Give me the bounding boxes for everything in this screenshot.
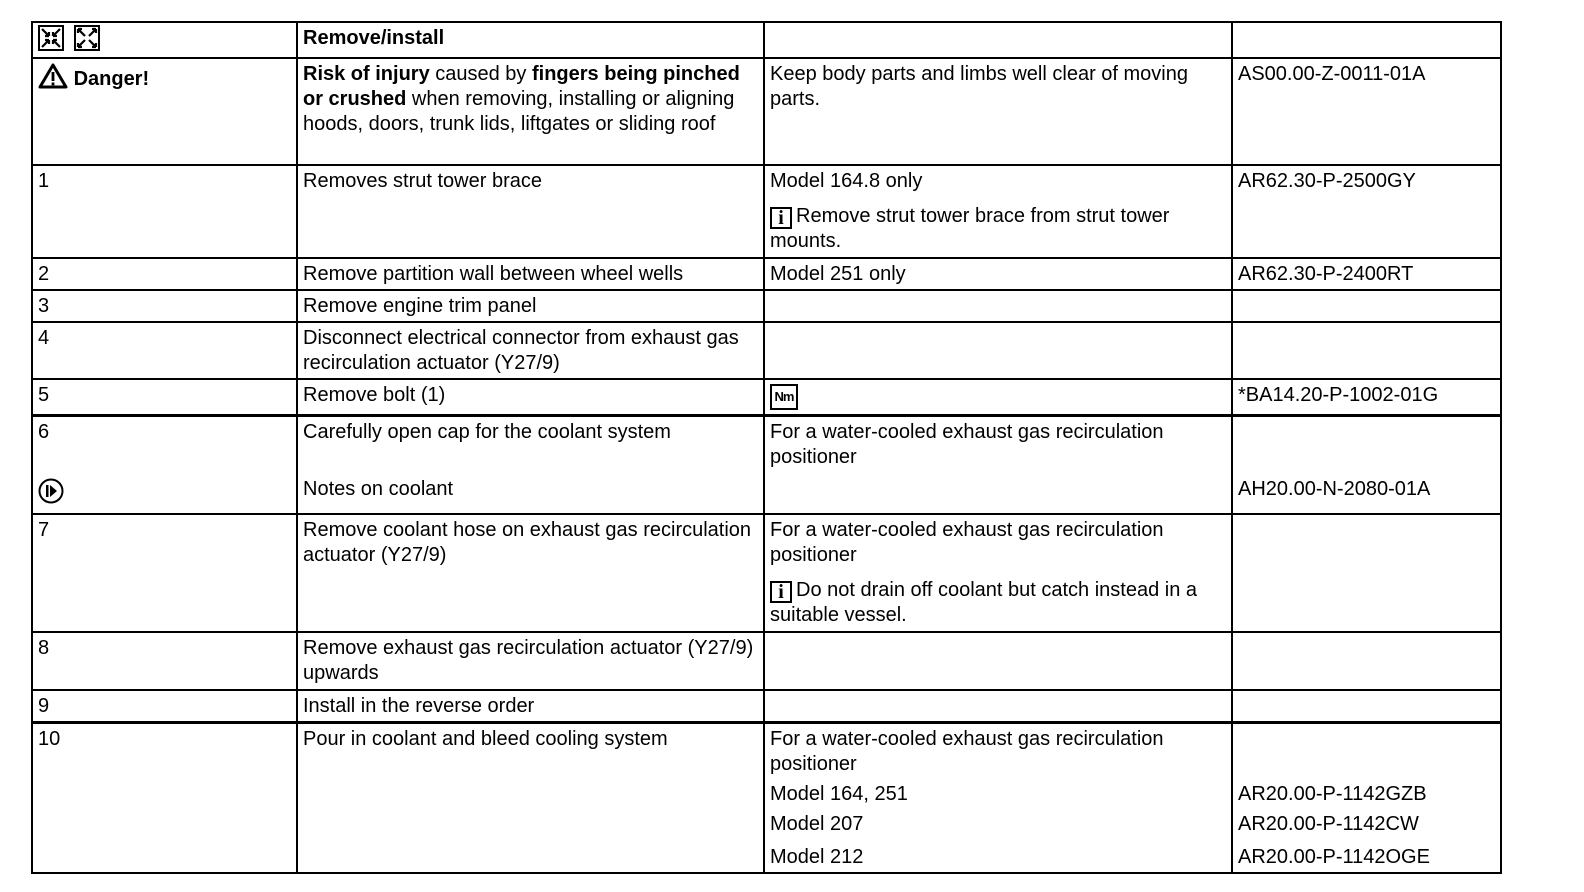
step-note-cell [764,514,1232,632]
step-number: 5 [32,379,297,415]
empty-cell [764,322,1232,379]
step-number-cell [32,415,297,514]
header-icons-cell [32,22,297,58]
step-number: 8 [32,632,297,690]
table-row [32,379,1501,415]
step-ref-cell [1232,722,1501,873]
model-label: Model 212 [770,845,864,868]
empty-cell [1232,290,1501,322]
step-number: 2 [32,258,297,290]
table-row [32,632,1501,690]
danger-label: Danger! [73,68,150,90]
step-text: Remove partition wall between wheel wells [297,258,764,290]
step-number: 7 [32,514,297,632]
step-note-cell [764,165,1232,258]
step-number: 4 [32,322,297,379]
header-row [32,22,1501,58]
step-text: Pour in coolant and bleed cooling system [297,722,764,873]
model-ref: AR20.00-P-1142GZB [1238,782,1427,805]
empty-cell [1232,690,1501,723]
empty-cell [764,690,1232,723]
empty-cell [1232,322,1501,379]
coolant-notes-icon [38,478,64,504]
info-note [770,578,1227,628]
info-icon: i [770,581,792,603]
table-row [32,722,1501,873]
step-number: 3 [32,290,297,322]
header-empty-cell [1232,22,1501,58]
step-ref: AR62.30-P-2500GY [1232,165,1501,258]
remove-icon [38,25,64,51]
step-subref: AH20.00-N-2080-01A [1238,477,1431,500]
model-label: Model 164, 251 [770,782,908,805]
step-ref: *BA14.20-P-1002-01G [1232,379,1501,415]
info-icon: i [770,207,792,229]
empty-cell [1232,514,1501,632]
risk-text: caused by [429,63,532,85]
step-text: Remove engine trim panel [297,290,764,322]
table-row [32,290,1501,322]
torque-cell [764,379,1232,415]
coolant-note-icon-wrap [38,478,292,511]
danger-risk-cell [297,58,764,165]
step-subtext: Notes on coolant [303,477,454,500]
risk-text: when removing, installing or aligning hoods, doors, trunk lids, liftgates or sliding roof [303,88,735,135]
torque-icon: Nm [770,384,798,410]
step-text: Disconnect electrical connector from exhaust gas recirculation actuator (Y27/9) [297,322,764,379]
danger-row [32,58,1501,165]
step-note: For a water-cooled exhaust gas recirculation positioner [764,415,1232,514]
model-label: Model 207 [770,812,864,835]
model-ref: AR20.00-P-1142OGE [1238,845,1430,868]
risk-bold: fingers being pinched or crushed [303,63,740,110]
step-note: For a water-cooled exhaust gas recirculation positioner [770,727,1164,775]
info-text: Remove strut tower brace from strut tower mounts. [770,205,1170,252]
step-number: 9 [32,690,297,723]
empty-cell [1232,632,1501,690]
danger-ref: AS00.00-Z-0011-01A [1232,58,1501,165]
step-text: Remove bolt (1) [297,379,764,415]
step-text-cell [297,415,764,514]
danger-label-cell [32,58,297,165]
table-row [32,322,1501,379]
empty-cell [764,290,1232,322]
table-row [32,415,1501,514]
info-text: Do not drain off coolant but catch instead in a suitable vessel. [770,578,1198,626]
empty-cell [764,632,1232,690]
install-icon [74,25,100,51]
step-ref: AR62.30-P-2400RT [1232,258,1501,290]
header-title: Remove/install [297,22,764,58]
step-text: Removes strut tower brace [297,165,764,258]
step-number: 6 [38,420,50,443]
warning-triangle-icon [38,63,68,89]
danger-measure: Keep body parts and limbs well clear of moving parts. [764,58,1232,165]
step-note: For a water-cooled exhaust gas recirculation positioner [770,518,1164,566]
table-row [32,690,1501,723]
risk-bold: Risk of injury [303,63,430,85]
info-note [770,204,1227,254]
step-text: Install in the reverse order [297,690,764,723]
step-note: Model 164.8 only [770,170,923,192]
step-number: 1 [32,165,297,258]
step-note: Model 251 only [764,258,1232,290]
header-empty-cell [764,22,1232,58]
step-text: Remove coolant hose on exhaust gas recirculation actuator (Y27/9) [297,514,764,632]
procedure-table [31,21,1502,874]
step-number: 10 [32,722,297,873]
step-note-cell [764,722,1232,873]
step-text: Remove exhaust gas recirculation actuator (Y27/9) upwards [297,632,764,690]
step-ref-cell [1232,415,1501,514]
table-row [32,514,1501,632]
table-row [32,258,1501,290]
step-text: Carefully open cap for the coolant system [303,420,671,443]
table-row [32,165,1501,258]
model-ref: AR20.00-P-1142CW [1238,812,1419,835]
